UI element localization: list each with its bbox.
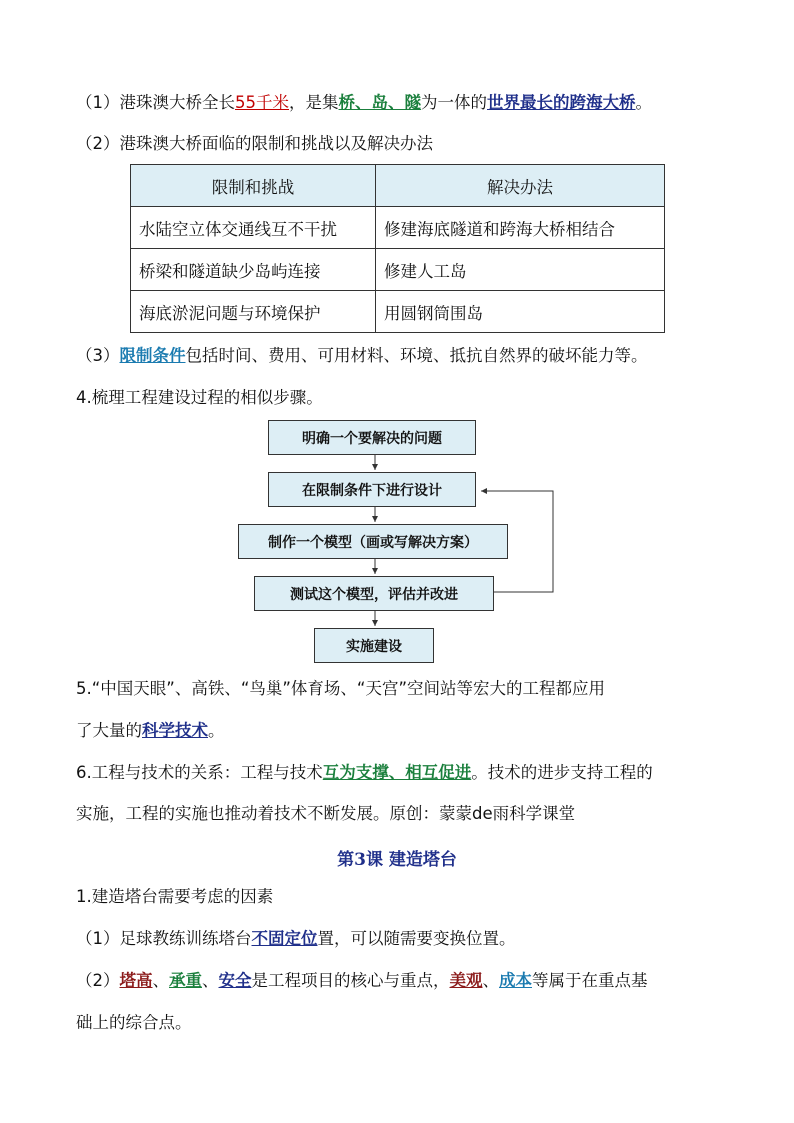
- table-cell: 用圆钢筒围岛: [376, 291, 665, 333]
- s5-line2b: 。: [208, 721, 225, 740]
- flow-step-design: 在限制条件下进行设计: [268, 472, 476, 507]
- flow-step-define-problem: 明确一个要解决的问题: [268, 420, 476, 455]
- table-header-cell: 解决办法: [376, 165, 665, 207]
- section-5-line1: 5.“中国天眼”、高铁、“鸟巢”体育场、“天宫”空间站等宏大的工程都应用: [76, 679, 606, 698]
- lesson-item-1-1: [76, 928, 516, 950]
- p3-prefix: （3）: [76, 346, 120, 365]
- table-header-cell: 限制和挑战: [131, 165, 376, 207]
- keyword-aesthetics: 美观: [449, 971, 483, 990]
- length-value: 55千米: [235, 93, 289, 112]
- section-5-line2: [76, 720, 225, 742]
- keyword-tower-height: 塔高: [119, 971, 153, 990]
- p1-mid2: 为一体的: [421, 93, 487, 112]
- flow-step-build-model: 制作一个模型（画或写解决方案）: [238, 524, 508, 559]
- l1-1-prefix: （1）足球教练训练塔台: [76, 929, 252, 948]
- lesson-item-1-2-line1: [76, 970, 648, 992]
- table-cell: 修建人工岛: [376, 249, 665, 291]
- p1-mid: ，是集: [289, 93, 339, 112]
- s6-rest: 。技术的进步支持工程的: [471, 763, 653, 782]
- keyword-cost: 成本: [499, 971, 532, 990]
- keyword-bridge-island-tunnel: 桥、岛、隧: [338, 93, 421, 112]
- sep: 、: [152, 971, 169, 990]
- p3-rest: 包括时间、费用、可用材料、环境、抵抗自然界的破坏能力等。: [185, 346, 648, 365]
- sep: 、: [202, 971, 219, 990]
- table-cell: 修建海底隧道和跨海大桥相结合: [376, 207, 665, 249]
- table-cell: 水陆空立体交通线互不干扰: [131, 207, 376, 249]
- section-4-heading: 4.梳理工程建设过程的相似步骤。: [76, 388, 323, 407]
- keyword-not-fixed: 不固定位: [251, 929, 318, 948]
- keyword-mutual-support: 互为支撑、相互促进: [322, 763, 472, 782]
- section-6-line2: 实施，工程的实施也推动着技术不断发展。原创：蒙蒙de雨科学课堂: [76, 804, 576, 823]
- keyword-safety: 安全: [218, 971, 252, 990]
- keyword-load-bearing: 承重: [169, 971, 202, 990]
- l1-1-rest: 置，可以随需要变换位置。: [317, 929, 516, 948]
- l1-2-rest: 等属于在重点基: [532, 971, 648, 990]
- lesson-item-1: 1.建造塔台需要考虑的因素: [76, 887, 274, 906]
- table-cell: 海底淤泥问题与环境保护: [131, 291, 376, 333]
- sep: 、: [482, 971, 499, 990]
- keyword-science-tech: 科学技术: [142, 721, 208, 740]
- s6-prefix: 6.工程与技术的关系：工程与技术: [76, 763, 323, 782]
- lesson-title: 第3课 建造塔台: [337, 850, 457, 870]
- p1-tail: 。: [635, 93, 652, 112]
- table-cell: 桥梁和隧道缺少岛屿连接: [131, 249, 376, 291]
- flow-step-implement: 实施建设: [314, 628, 434, 663]
- keyword-longest-bridge: 世界最长的跨海大桥: [487, 93, 636, 112]
- keyword-constraints: 限制条件: [119, 346, 186, 365]
- p1-prefix: （1）港珠澳大桥全长: [76, 93, 235, 112]
- l1-2-mid: 是工程项目的核心与重点，: [251, 971, 450, 990]
- lesson-item-1-2-line2: 础上的综合点。: [76, 1013, 192, 1032]
- s5-line2a: 了大量的: [76, 721, 142, 740]
- section-6-line1: [76, 762, 653, 784]
- paragraph-2: （2）港珠澳大桥面临的限制和挑战以及解决办法: [76, 134, 433, 153]
- flow-step-test-evaluate: 测试这个模型，评估并改进: [254, 576, 494, 611]
- l1-2-prefix: （2）: [76, 971, 120, 990]
